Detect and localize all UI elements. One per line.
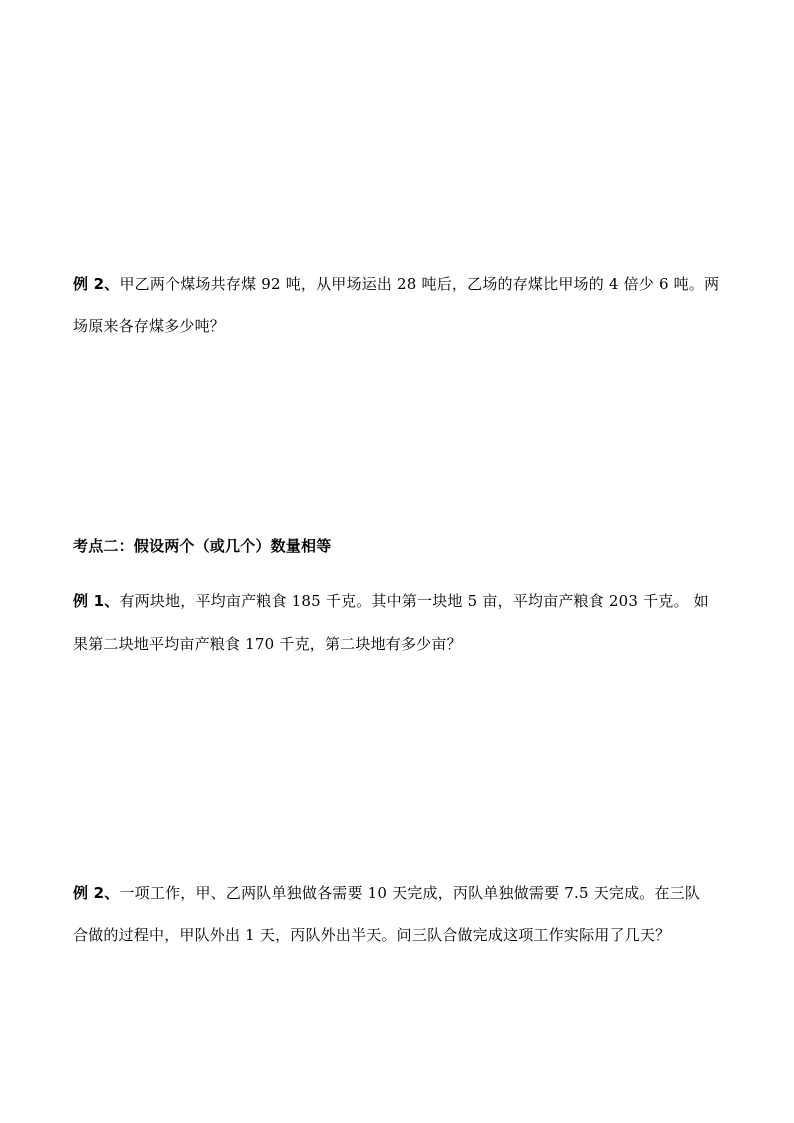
problem-3-text-1: 一项工作，甲、乙两队单独做各需要 10 天完成，丙队单独做需要 7.5 天完成。在三队	[119, 884, 701, 902]
problem-2-text-1: 有两块地，平均亩产粮食 185 千克。其中第一块地 5 亩，平均亩产粮食 203 千克。 如	[119, 592, 709, 610]
problem-3-label: 例 2、	[73, 884, 120, 902]
problem-3-line-2	[73, 925, 733, 945]
problem-3-text-2: 合做的过程中，甲队外出 1 天，丙队外出半天。问三队合做完成这项工作实际用了几天？	[73, 926, 671, 944]
problem-2-label: 例 1、	[73, 592, 120, 610]
problem-1-text-2: 场原来各存煤多少吨？	[73, 317, 226, 335]
problem-1-label: 例 2、	[73, 275, 120, 293]
problem-2-line-1	[73, 591, 733, 611]
problem-2-line-2	[73, 634, 733, 654]
problem-1-text-1: 甲乙两个煤场共存煤 92 吨，从甲场运出 28 吨后，乙场的存煤比甲场的 4 倍少 6 吨。两	[119, 275, 720, 293]
problem-2-text-2: 果第二块地平均亩产粮食 170 千克，第二块地有多少亩？	[73, 635, 462, 653]
problem-3-line-1	[73, 883, 733, 903]
section-heading: 考点二：假设两个（或几个）数量相等	[73, 537, 332, 555]
problem-1-line-2	[73, 316, 733, 336]
problem-1-line-1	[73, 274, 733, 294]
